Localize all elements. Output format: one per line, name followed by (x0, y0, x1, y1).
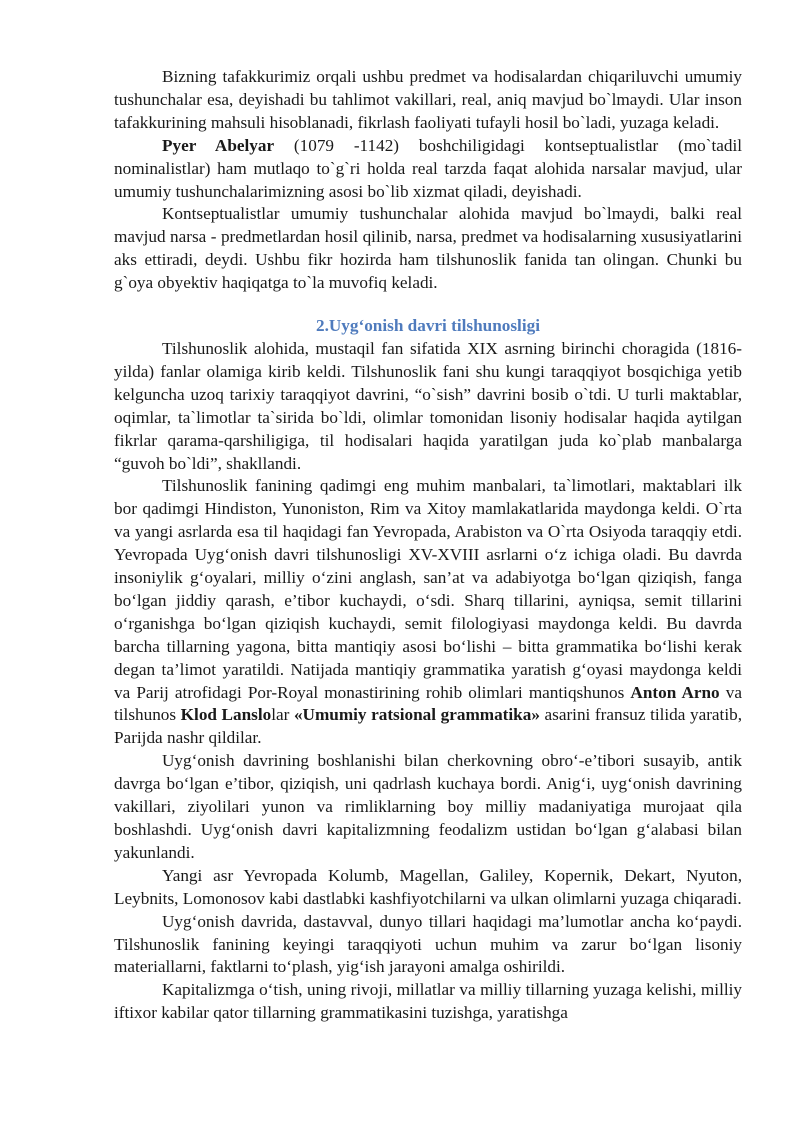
paragraph: Tilshunoslik alohida, mustaqil fan sifatida XIX asrning birinchi choragida (1816-yilda) fanlar olamiga kirib keldi. Tilshunoslik fani shu kungi taraqqiyot bosqichiga yetib kelguncha uzoq tarixiy taraqqiyot davrini, “o`sish” davrini bosib o`tdi. U turli maktablar, oqimlar, ta`limotlar ta`sirida bo`ldi, olimlar tomonidan lisoniy hodisalar haqida aytilgan fikrlar qarama-qarshiligiga, til hodisalari haqida yaratilgan juda ko`plab manbalarga “guvoh bo`ldi”, shakllandi. (114, 338, 742, 473)
paragraph-text: Tilshunoslik fanining qadimgi eng muhim manbalari, ta`limotlari, maktablari ilk bor qadimgi Hindiston, Yunoniston, Rim va Xitoy mamlakatlarida maydonga keldi. O`rta va yangi asrlarda esa til haqidagi fan Yevropada, Arabiston va O`rta Osiyoda taraqqiy etdi. Yevropada Uyg‘onish davri tilshunosligi XV-XVIII asrlarni o‘z ichiga oladi. Bu davrda insoniylik g‘oyalari, milliy o‘zini anglash, san’at va adabiyotga bo‘lgan qiziqish, fanga bo‘lgan jiddiy qarash, e’tibor kuchaydi, o‘sdi. Sharq tillarini, ayniqsa, semit tillarini o‘rganishga bo‘lgan qiziqish kuchaydi, semit filologiyasi maydonga keldi. Bu davrda barcha tillarning yagona, bitta mantiqiy asosi bo‘lishi – bitta grammatika bo‘lishi kerak degan ta’limot yaratildi. Natijada mantiqiy grammatika yaratish g‘oyasi maydonga keldi va Parij atrofidagi Por-Royal monastirining rohib olimlari mantiqshunos (114, 476, 742, 702)
author-name: Anton Arno (630, 682, 720, 702)
paragraph: Uyg‘onish davrining boshlanishi bilan cherkovning obro‘-e’tibori susayib, antik davrga bo‘lgan e’tibor, qiziqish, uni qadrlash kuchaya bordi. Anig‘i, uyg‘onish davrining vakillari, ziyolilari yunon va rimliklarning boy milliy madaniyatiga murojaat qila boshlashdi. Uyg‘onish davri kapitalizmning feodalizm ustidan bo‘lgan g‘alabasi bilan yakunlandi. (114, 751, 742, 862)
paragraph: Bizning tafakkurimiz orqali ushbu predmet va hodisalardan chiqariluvchi umumiy tushunchalar esa, deyishadi bu tahlimot vakillari, real, aniq mavjud bo`lmaydi. Ular inson tafakkurining mahsuli hisoblanadi, fikrlash faoliyati tufayli hosil bo`ladi, yuzaga keladi. (114, 67, 742, 132)
paragraph-text: va tilshunos (114, 682, 742, 725)
section-heading: 2.Uyg‘onish davri tilshunosligi (316, 316, 540, 336)
paragraph (114, 135, 742, 204)
paragraph: Yangi asr Yevropada Kolumb, Magellan, Galiley, Kopernik, Dekart, Nyuton, Leybnits, Lomonosov kabi dastlabki kashfiyotchilarni va ulkan olimlarni yuzaga chiqaradi. (114, 865, 742, 908)
author-name: Klod Lanslo (180, 705, 272, 725)
paragraph-text: lar (271, 705, 294, 725)
paragraph: Kapitalizmga o‘tish, uning rivoji, millatlar va milliy tillarning yuzaga kelishi, milliy iftixor kabilar qator tillarning grammatikasini tuzishga, yaratishga (114, 980, 742, 1023)
paragraph (114, 475, 742, 750)
paragraph: Kontseptualistlar umumiy tushunchalar alohida mavjud bo`lmaydi, balki real mavjud narsa - predmetlardan hosil qilinib, narsa, predmet va hodisalarning xususiyatlarini aks ettiradi, deydi. Ushbu fikr hozirda ham tilshunoslik fanida tan olingan. Chunki bu g`oya obyektiv haqiqatga to`la muvofiq keladi. (114, 204, 742, 293)
paragraph-text: asarini fransuz tilida yaratib, Parijda nashr qildilar. (114, 705, 742, 748)
document-page (114, 66, 742, 1025)
paragraph-text: (1079 -1142) boshchiligidagi kontseptualistlar (mo`tadil nominalistlar) ham mutlaqo to`g`ri holda real tarzda faqat alohida narsalar mavjud, ular umumiy tushunchalarimizning asosi bo`lib xizmat qiladi, deyishadi. (114, 135, 743, 201)
author-name: Pyer Abelyar (162, 135, 275, 155)
spacer (114, 295, 742, 315)
paragraph: Uyg‘onish davrida, dastavval, dunyo tillari haqidagi ma’lumotlar ancha ko‘paydi. Tilshunoslik fanining keyingi taraqqiyoti uchun muhim va zarur bo‘lgan lisoniy materiallarni, faktlarni to‘plash, yig‘ish jarayoni amalga oshirildi. (114, 911, 742, 977)
book-title: «Umumiy ratsional grammatika» (293, 705, 540, 725)
